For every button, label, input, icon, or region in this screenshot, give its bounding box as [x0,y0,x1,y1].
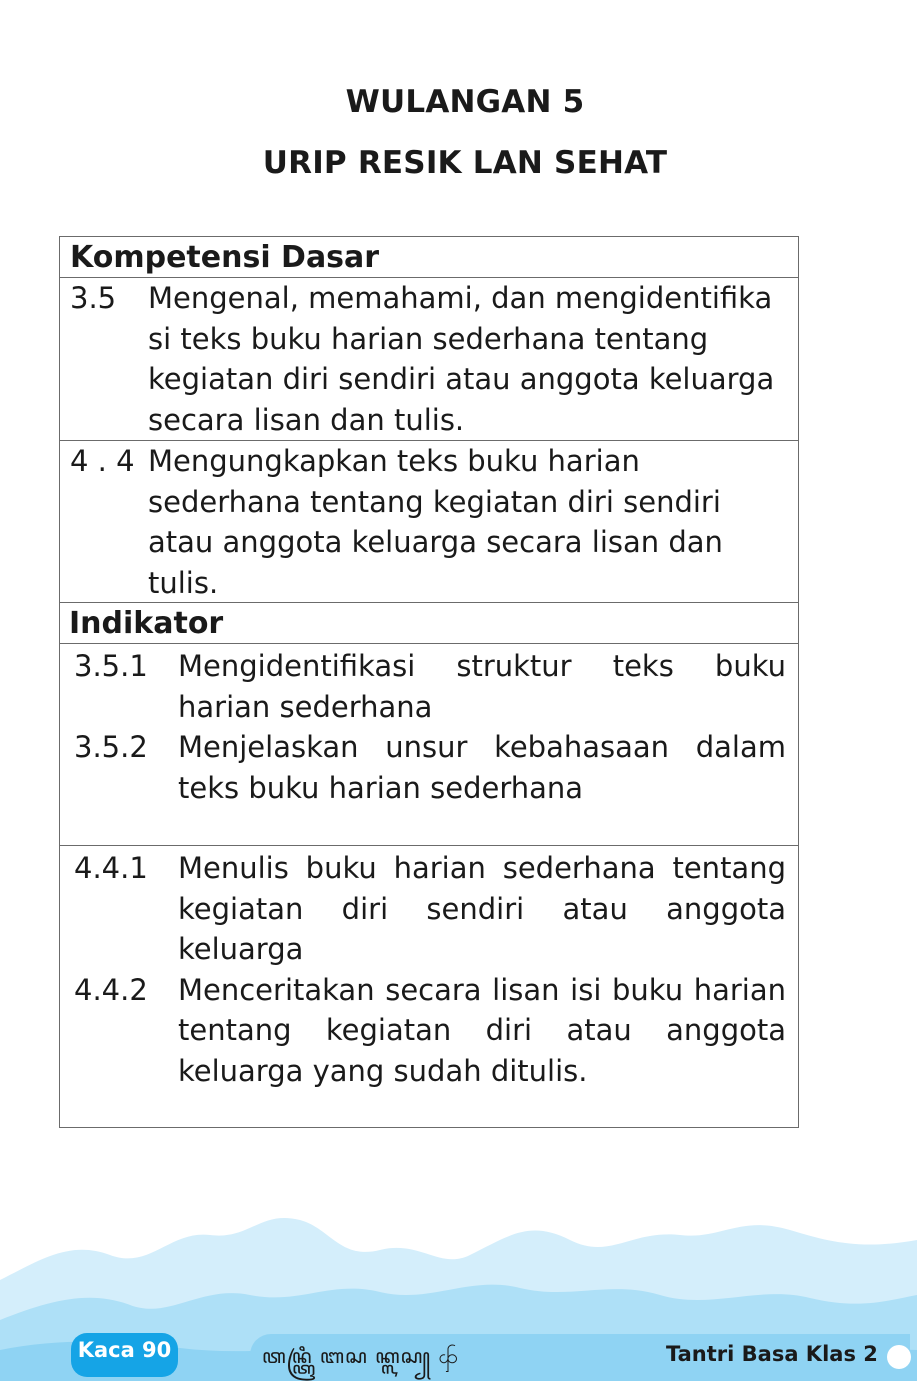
indikator-item [60,727,798,808]
kompetensi-text: Mengenal, memahami, dan mengidentifika si teks buku harian sederhana tentang kegiatan diri sendiri atau anggota keluarga secara lisan dan tulis. [148,281,775,437]
indikator-number: 3.5.1 [74,649,148,683]
chapter-title: URIP RESIK LAN SEHAT [262,145,668,181]
indikator-item [60,646,798,727]
javanese-script-text: ꦠꦤ꧀ꦠꦿꦶ ꦧꦱ ꦏ꧀ꦭꦱ꧀ ꧨ [262,1344,459,1368]
indikator-text: Menulis buku harian sederhana tentang kegiatan diri sendiri atau anggota keluarga [178,851,786,966]
indikator-group [60,846,798,1128]
kompetensi-number: 3.5 [70,281,117,315]
indikator-header: Indikator [60,603,798,644]
kompetensi-row [60,278,798,441]
kompetensi-row [60,441,798,603]
indikator-text: Mengidentifikasi struktur teks buku harian sederhana [178,649,786,724]
indikator-item [60,970,798,1092]
indikator-text: Menceritakan secara lisan isi buku harian tentang kegiatan diri atau anggota keluarga yang sudah ditulis. [178,972,786,1088]
kompetensi-text: Mengungkapkan teks buku harian sederhana tentang kegiatan diri sendiri atau anggota keluarga secara lisan dan tulis. [148,444,723,600]
book-title: Tantri Basa Klas 2 [666,1342,878,1366]
indikator-group [60,644,798,846]
indikator-number: 3.5.2 [74,730,148,764]
indikator-item [60,848,798,970]
page-number-badge: Kaca 90 [71,1333,178,1377]
competency-table [59,236,799,1128]
kompetensi-number: 4 . 4 [70,444,135,478]
kompetensi-header: Kompetensi Dasar [60,237,798,278]
chapter-heading: WULANGAN 5 [345,84,585,120]
indikator-number: 4.4.1 [74,851,148,885]
indikator-number: 4.4.2 [74,972,148,1007]
indikator-text: Menjelaskan unsur kebahasaan dalam teks buku harian sederhana [178,730,786,805]
footer-dot-icon [887,1345,911,1369]
